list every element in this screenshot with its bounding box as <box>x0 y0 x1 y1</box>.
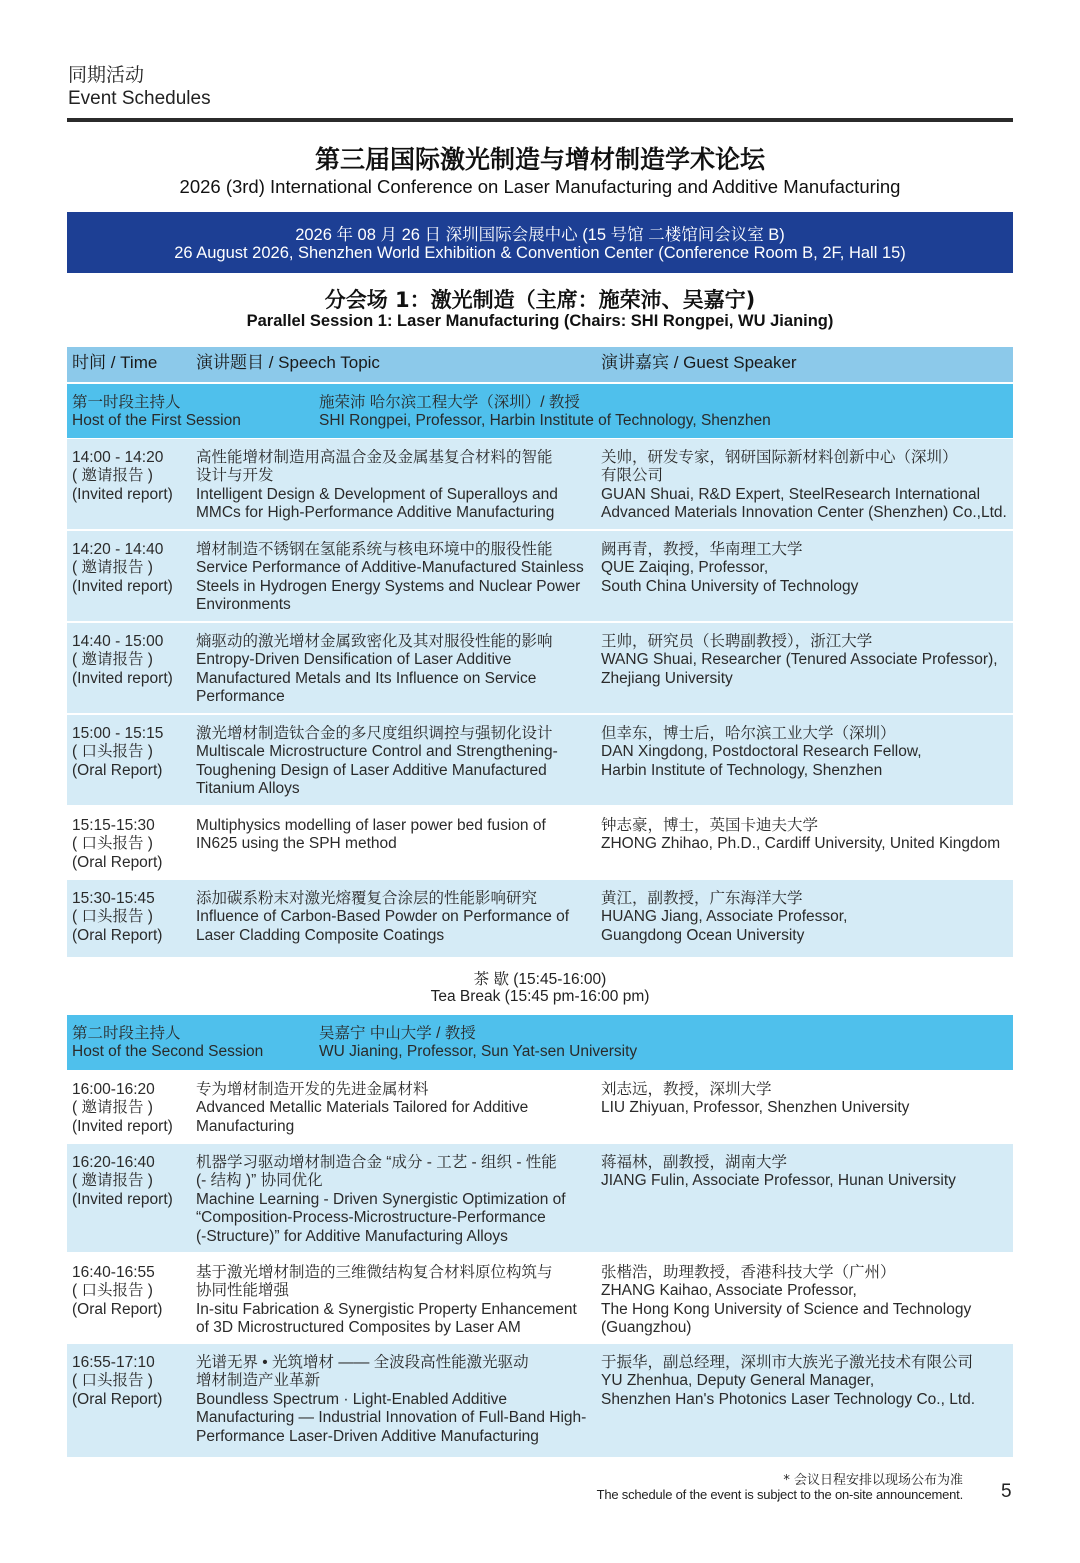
session-title-en: Parallel Session 1: Laser Manufacturing (Chairs: SHI Rongpei, WU Jianing) <box>246 312 834 330</box>
topic-line: IN625 using the SPH method <box>196 835 397 853</box>
speaker-line: Harbin Institute of Technology, Shenzhen <box>601 761 883 779</box>
header-en: Event Schedules <box>68 88 211 109</box>
speaker-cell <box>601 1264 1011 1338</box>
time-text: 16:20-16:40 <box>72 1154 155 1171</box>
topic-line: Boundless Spectrum · Light-Enabled Additive <box>196 1390 508 1408</box>
speaker-cell <box>601 890 1011 945</box>
topic-line: Toughening Design of Laser Additive Manufactured <box>196 761 547 779</box>
table-row <box>67 880 1013 957</box>
speaker-line: JIANG Fulin, Associate Professor, Hunan University <box>601 1172 956 1190</box>
report-type-en: (Oral Report) <box>72 761 163 779</box>
host-name-cn: 施荣沛 哈尔滨工程大学（深圳）/ 教授 <box>319 394 580 411</box>
time-text: 14:00 - 14:20 <box>72 449 164 466</box>
time-cell <box>72 541 192 596</box>
report-type-cn: ( 邀请报告 ) <box>72 1099 153 1117</box>
report-type-cn: ( 口头报告 ) <box>72 743 153 761</box>
time-text: 16:55-17:10 <box>72 1354 155 1371</box>
topic-line: Titanium Alloys <box>196 780 300 798</box>
report-type-cn: ( 邀请报告 ) <box>72 651 153 669</box>
speaker-cell <box>601 817 1011 854</box>
topic-line: Manufacturing — Industrial Innovation of Full-Band High- <box>196 1409 587 1427</box>
topic-line: Multiphysics modelling of laser power bed fusion of <box>196 817 546 834</box>
topic-line: MMCs for High-Performance Additive Manufacturing <box>196 504 555 522</box>
speaker-line: 阙再青，教授，华南理工大学 <box>601 541 803 558</box>
topic-cell <box>196 1154 596 1246</box>
topic-cell <box>196 541 596 615</box>
host-name <box>319 394 1009 431</box>
topic-line: In-situ Fabrication & Synergistic Property Enhancement <box>196 1300 577 1318</box>
topic-cell <box>196 1354 596 1446</box>
topic-line: “Composition-Process-Microstructure-Performance <box>196 1209 546 1227</box>
report-type-en: (Invited report) <box>72 577 173 595</box>
topic-line: Service Performance of Additive-Manufactured Stainless <box>196 559 584 577</box>
report-type-en: (Invited report) <box>72 669 173 687</box>
time-text: 16:00-16:20 <box>72 1081 155 1098</box>
host-label-en: Host of the First Session <box>72 412 241 430</box>
topic-cell <box>196 633 596 707</box>
title-cn: 第三届国际激光制造与增材制造学术论坛 <box>314 145 765 174</box>
topic-line: Influence of Carbon-Based Powder on Performance of <box>196 908 570 926</box>
report-type-cn: ( 邀请报告 ) <box>72 1172 153 1190</box>
topic-line: 增材制造产业革新 <box>196 1372 321 1390</box>
speaker-cell <box>601 633 1011 688</box>
report-type-cn: ( 口头报告 ) <box>72 908 153 926</box>
host-label-en: Host of the Second Session <box>72 1043 264 1061</box>
topic-line: 协同性能增强 <box>196 1282 290 1300</box>
speaker-cell <box>601 541 1011 596</box>
time-cell <box>72 1354 192 1409</box>
table-row <box>67 807 1013 879</box>
time-cell <box>72 1264 192 1319</box>
speaker-line: QUE Zaiqing, Professor, <box>601 559 769 577</box>
speaker-line: 蒋福林，副教授，湖南大学 <box>601 1154 788 1171</box>
speaker-line: YU Zhenhua, Deputy General Manager, <box>601 1372 875 1390</box>
speaker-cell <box>601 1354 1011 1409</box>
table-row <box>67 1071 1013 1143</box>
speaker-line: 关帅，研发专家，钢研国际新材料创新中心（深圳） <box>601 449 958 466</box>
table-row <box>67 1344 1013 1457</box>
host-name <box>319 1025 1009 1062</box>
host-label-cn: 第一时段主持人 <box>72 394 181 411</box>
time-text: 14:20 - 14:40 <box>72 541 164 558</box>
topic-line: Performance <box>196 688 285 706</box>
topic-line: of 3D Microstructured Composites by Laser AM <box>196 1319 521 1337</box>
table-row <box>67 715 1013 805</box>
topic-cell <box>196 725 596 799</box>
host-name-en: WU Jianing, Professor, Sun Yat-sen University <box>319 1043 638 1061</box>
report-type-cn: ( 口头报告 ) <box>72 1282 153 1300</box>
host-name-en: SHI Rongpei, Professor, Harbin Institute of Technology, Shenzhen <box>319 412 771 430</box>
speaker-line: (Guangzhou) <box>601 1319 692 1337</box>
topic-line: Environments <box>196 596 291 614</box>
header-time: 时间 / Time <box>72 353 158 372</box>
topic-line: (- 结构 )” 协同优化 <box>196 1172 323 1190</box>
topic-line: 增材制造不锈钢在氢能系统与核电环境中的服役性能 <box>196 541 553 558</box>
topic-cell <box>196 1264 596 1338</box>
topic-cell <box>196 449 596 523</box>
report-type-en: (Invited report) <box>72 1190 173 1208</box>
speaker-line: Shenzhen Han's Photonics Laser Technology Co., Ltd. <box>601 1390 976 1408</box>
speaker-cell <box>601 1154 1011 1191</box>
tea-break-en: Tea Break (15:45 pm-16:00 pm) <box>430 988 650 1005</box>
topic-line: Advanced Metallic Materials Tailored for Additive <box>196 1099 529 1117</box>
report-type-en: (Oral Report) <box>72 853 163 871</box>
time-cell <box>72 817 192 872</box>
topic-cell <box>196 817 596 854</box>
topic-cell <box>196 1081 596 1136</box>
host-label <box>72 1025 312 1062</box>
topic-line: 机器学习驱动增材制造合金 “成分 - 工艺 - 组织 - 性能 <box>196 1154 557 1171</box>
speaker-line: 钟志豪，博士，英国卡迪夫大学 <box>601 817 819 834</box>
header-speaker: 演讲嘉宾 / Guest Speaker <box>601 353 797 372</box>
speaker-line: Guangdong Ocean University <box>601 926 805 944</box>
time-cell <box>72 725 192 780</box>
topic-line: 光谱无界 • 光筑增材 —— 全波段高性能激光驱动 <box>196 1354 529 1371</box>
report-type-en: (Invited report) <box>72 1117 173 1135</box>
speaker-line: 有限公司 <box>601 467 664 485</box>
topic-line: Multiscale Microstructure Control and Strengthening- <box>196 743 558 761</box>
time-text: 15:00 - 15:15 <box>72 725 164 742</box>
topic-line: 高性能增材制造用高温合金及金属基复合材料的智能 <box>196 449 553 466</box>
topic-line: 熵驱动的激光增材金属致密化及其对服役性能的影响 <box>196 633 553 650</box>
report-type-cn: ( 邀请报告 ) <box>72 559 153 577</box>
topic-line: Laser Cladding Composite Coatings <box>196 926 445 944</box>
topic-line: 添加碳系粉末对激光熔覆复合涂层的性能影响研究 <box>196 890 538 907</box>
report-type-cn: ( 邀请报告 ) <box>72 467 153 485</box>
report-type-cn: ( 口头报告 ) <box>72 1372 153 1390</box>
speaker-line: HUANG Jiang, Associate Professor, <box>601 908 848 926</box>
date-venue-banner <box>67 212 1013 273</box>
report-type-en: (Oral Report) <box>72 1390 163 1408</box>
time-cell <box>72 449 192 504</box>
table-row <box>67 1254 1013 1342</box>
topic-line: 基于激光增材制造的三维微结构复合材料原位构筑与 <box>196 1264 553 1281</box>
speaker-line: 但幸东，博士后，哈尔滨工业大学（深圳） <box>601 725 896 742</box>
topic-line: Performance Laser-Driven Additive Manufacturing <box>196 1427 539 1445</box>
tea-break-cn: 茶 歇 (15:45-16:00) <box>473 971 607 988</box>
time-text: 14:40 - 15:00 <box>72 633 164 650</box>
topic-line: 专为增材制造开发的先进金属材料 <box>196 1081 429 1098</box>
time-text: 15:30-15:45 <box>72 890 155 907</box>
time-cell <box>72 1154 192 1209</box>
speaker-cell <box>601 1081 1011 1118</box>
speaker-line: WANG Shuai, Researcher (Tenured Associate Professor), <box>601 651 998 669</box>
header-rule <box>67 118 1013 122</box>
host-label-cn: 第二时段主持人 <box>72 1025 181 1042</box>
header-topic: 演讲题目 / Speech Topic <box>196 353 380 372</box>
host-name-cn: 吴嘉宁 中山大学 / 教授 <box>319 1025 476 1042</box>
time-text: 15:15-15:30 <box>72 817 155 834</box>
report-type-cn: ( 口头报告 ) <box>72 835 153 853</box>
speaker-line: South China University of Technology <box>601 577 859 595</box>
report-type-en: (Oral Report) <box>72 926 163 944</box>
speaker-cell <box>601 725 1011 780</box>
time-text: 16:40-16:55 <box>72 1264 155 1281</box>
time-cell <box>72 890 192 945</box>
page-number: 5 <box>1001 1481 1012 1502</box>
host-row-first-session <box>67 384 1013 438</box>
table-row <box>67 439 1013 529</box>
speaker-line: DAN Xingdong, Postdoctoral Research Fellow, <box>601 743 922 761</box>
speaker-line: GUAN Shuai, R&D Expert, SteelResearch International <box>601 485 981 503</box>
banner-cn: 2026 年 08 月 26 日 深圳国际会展中心 (15 号馆 二楼馆间会议室 B) <box>295 226 785 244</box>
table-row <box>67 623 1013 713</box>
table-row <box>67 1144 1013 1252</box>
speaker-line: ZHANG Kaihao, Associate Professor, <box>601 1282 857 1300</box>
speaker-line: LIU Zhiyuan, Professor, Shenzhen University <box>601 1099 910 1117</box>
speaker-cell <box>601 449 1011 523</box>
header-cn: 同期活动 <box>68 64 145 86</box>
report-type-en: (Invited report) <box>72 485 173 503</box>
speaker-line: Zhejiang University <box>601 669 733 687</box>
speaker-line: ZHONG Zhihao, Ph.D., Cardiff University, United Kingdom <box>601 835 1001 853</box>
topic-line: Manufacturing <box>196 1117 295 1135</box>
speaker-line: 刘志远，教授，深圳大学 <box>601 1081 772 1098</box>
speaker-line: The Hong Kong University of Science and Technology <box>601 1300 972 1318</box>
topic-line: Intelligent Design & Development of Superalloys and <box>196 485 558 503</box>
host-row-second-session <box>67 1015 1013 1070</box>
speaker-line: 王帅，研究员（长聘副教授），浙江大学 <box>601 633 873 650</box>
topic-line: 激光增材制造钛合金的多尺度组织调控与强韧化设计 <box>196 725 553 742</box>
topic-cell <box>196 890 596 945</box>
table-header <box>67 347 1013 382</box>
topic-line: Steels in Hydrogen Energy Systems and Nuclear Power <box>196 577 581 595</box>
banner-en: 26 August 2026, Shenzhen World Exhibition & Convention Center (Conference Room B, 2F, Hall 15) <box>174 244 906 262</box>
report-type-en: (Oral Report) <box>72 1300 163 1318</box>
topic-line: 设计与开发 <box>196 467 274 485</box>
session-title-cn: 分会场 1：激光制造（主席：施荣沛、吴嘉宁) <box>324 288 756 312</box>
time-cell <box>72 633 192 688</box>
title-en: 2026 (3rd) International Conference on Laser Manufacturing and Additive Manufacturing <box>179 176 901 197</box>
footer-note-cn: * 会议日程安排以现场公布为准 <box>783 1473 963 1488</box>
footer-note-en: The schedule of the event is subject to the on-site announcement. <box>596 1487 963 1502</box>
speaker-line: 黄江，副教授，广东海洋大学 <box>601 890 803 907</box>
speaker-line: 张楷浩，助理教授，香港科技大学（广州） <box>601 1264 896 1281</box>
topic-line: (-Structure)” for Additive Manufacturing Alloys <box>196 1227 508 1245</box>
time-cell <box>72 1081 192 1136</box>
topic-line: Entropy-Driven Densification of Laser Additive <box>196 651 512 669</box>
speaker-line: 于振华，副总经理，深圳市大族光子激光技术有限公司 <box>601 1354 974 1371</box>
topic-line: Manufactured Metals and Its Influence on Service <box>196 669 537 687</box>
speaker-line: Advanced Materials Innovation Center (Shenzhen) Co.,Ltd. <box>601 504 1007 522</box>
topic-line: Machine Learning - Driven Synergistic Optimization of <box>196 1190 566 1208</box>
host-label <box>72 394 312 431</box>
table-row <box>67 531 1013 621</box>
